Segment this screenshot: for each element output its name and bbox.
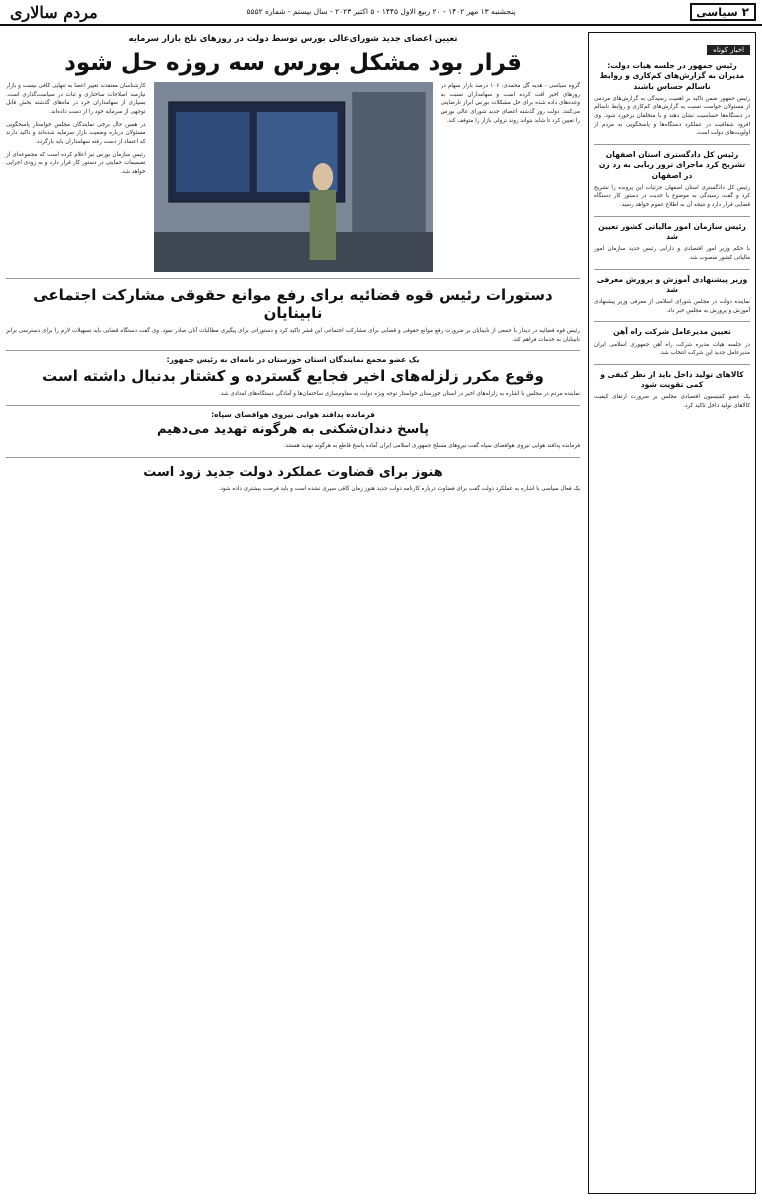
story-text: یک فعال سیاسی با اشاره به عملکرد دولت گفت برای قضاوت درباره کارنامه دولت جدید هنوز زمان کافی سپری نشده است و باید فرصت بیشتری داده شود.: [218, 485, 580, 492]
brief-title: تعیین مدیرعامل شرکت راه آهن: [613, 327, 731, 337]
lead-text: کارشناسان معتقدند تغییر اعضا به تنهایی کافی نیست و بازار نیازمند اصلاحات ساختاری و ثبات در سیاست‌گذاری است. بسیاری از سهامداران خرد در ماه‌های گذشته بخش قابل توجهی از سرمایه خود را از دست داده‌اند.: [6, 83, 146, 115]
lead-story: [6, 82, 580, 272]
divider: [594, 321, 750, 322]
brief-body: نماینده دولت در مجلس شورای اسلامی از معرفی وزیر پیشنهادی آموزش و پرورش به مجلس خبر داد.: [594, 299, 750, 314]
newspaper-logo: مردم سالاری: [10, 3, 98, 22]
brief-item: [594, 61, 750, 138]
brief-item: [594, 222, 750, 263]
bottom-stories: [6, 405, 580, 451]
section-badge: [690, 3, 756, 21]
section-name: سیاسی: [696, 5, 738, 19]
brief-item: [594, 275, 750, 316]
story-kicker: یک عضو مجمع نمایندگان استان خوزستان در نامه‌ای به رئیس جمهور:: [166, 355, 420, 365]
story-text: فرمانده پدافند هوایی نیروی هوافضای سپاه گفت نیروهای مسلح جمهوری اسلامی ایران آماده پاسخ قاطع به هرگونه تهدید هستند.: [283, 442, 580, 449]
story-text: رئیس قوه قضائیه در دیدار با جمعی از نابینایان بر ضرورت رفع موانع حقوقی و قضایی برای مشارکت اجتماعی این قشر تاکید کرد و دستوراتی برای پیگیری مطالبات آنان صادر نمود. وی گفت دستگاه قضایی باید تسهیلات لازم را برای دسترسی برابر نابینایان به خدمات فراهم کند.: [6, 328, 580, 343]
divider: [594, 216, 750, 217]
brief-item: [594, 327, 750, 358]
lead-column-3: [6, 82, 146, 272]
stock-market-photo: [154, 82, 433, 272]
page-header: [0, 0, 762, 26]
brief-body: در جلسه هیات مدیره شرکت راه آهن جمهوری اسلامی ایران مدیرعامل جدید این شرکت انتخاب شد.: [594, 341, 750, 357]
brief-body: یک عضو کمیسیون اقتصادی مجلس بر ضرورت ارتقای کیفیت کالاهای تولید داخل تاکید کرد.: [594, 394, 750, 410]
lead-column-1: [441, 82, 581, 272]
air-defense-story: [6, 410, 580, 451]
divider: [594, 364, 750, 365]
story-headline: هنوز برای قضاوت عملکرد دولت جدید زود است: [143, 464, 443, 480]
divider: [594, 144, 750, 145]
brief-item: [594, 370, 750, 411]
brief-title: رئیس جمهور در جلسه هیات دولت: مدیران به گزارش‌های کم‌کاری و روابط ناسالم حساس باشند: [599, 61, 745, 91]
sidebar-label: اخبار کوتاه: [707, 45, 750, 55]
brief-title: رئیس کل دادگستری استان اصفهان تشریح کرد ماجرای ترور ربایی به رد زن در اصفهان: [598, 150, 746, 180]
story-text: نماینده مردم در مجلس با اشاره به زلزله‌های اخیر در استان خوزستان خواستار توجه ویژه دولت به مقاوم‌سازی ساختمان‌ها و آمادگی دستگاه‌های امدادی شد.: [219, 391, 580, 398]
story-kicker: فرمانده پدافند هوایی نیروی هوافضای سپاه:: [211, 409, 375, 419]
story-headline: وقوع مکرر زلزله‌های اخیر فجایع گسترده و کشتار بدنبال داشته است: [42, 367, 544, 386]
brief-body: رئیس جمهور ضمن تاکید بر اهمیت رسیدگی به گزارش‌های مردمی از مسئولان خواست نسبت به گزارش‌های کم‌کاری و روابط ناسالم در دستگاه‌ها حساسیت نشان دهند و با متخلفان برخورد شود. وی افزود شفافیت در عملکرد دستگاه‌ها و پاسخگویی به مردم از اولویت‌های دولت است.: [594, 95, 750, 137]
government-story: [6, 457, 580, 494]
earthquake-story: [6, 350, 580, 399]
section-number: ۲: [741, 5, 749, 19]
lead-text: در همین حال برخی نمایندگان مجلس خواستار پاسخگویی مسئولان درباره وضعیت بازار سرمایه شده‌اند و تاکید دارند که اعتماد از دست رفته سهامداران باید بازگردد.: [6, 121, 146, 145]
brief-title: وزیر پیشنهادی آموزش و پرورش معرفی شد: [596, 274, 748, 294]
issue-meta: پنجشنبه ۱۳ مهر ۱۴۰۲ - ۲۰ ربیع الاول ۱۴۴۵ - ۵ اکتبر ۲۰۲۳ - سال بیستم - شماره ۵۵۵۲: [246, 7, 516, 16]
lead-headline: قرار بود مشکل بورس سه روزه حل شود: [64, 50, 522, 76]
news-brief-sidebar: [588, 32, 756, 1194]
brief-item: [594, 150, 750, 210]
brief-body: با حکم وزیر امور اقتصادی و دارایی رئیس جدید سازمان امور مالیاتی کشور منصوب شد.: [594, 246, 750, 261]
judiciary-story: [6, 278, 580, 344]
lead-photo-column: [154, 82, 433, 272]
lead-text: رئیس سازمان بورس نیز اعلام کرده است که مجموعه‌ای از تصمیمات حمایتی در دستور کار قرار دارد و به زودی اجرایی خواهد شد.: [6, 151, 146, 175]
story-headline: پاسخ دندان‌شکنی به هرگونه تهدید می‌دهیم: [156, 421, 430, 437]
brief-title: رئیس سازمان امور مالیاتی کشور تعیین شد: [598, 221, 746, 241]
stock-board-illustration: [154, 82, 433, 272]
brief-body: رئیس کل دادگستری استان اصفهان جزئیات این پرونده را تشریح کرد و گفت رسیدگی به موضوع با جدیت در دستور کار دستگاه قضایی قرار دارد و نتیجه آن به اطلاع عموم خواهد رسید.: [594, 184, 750, 209]
main-content: [6, 32, 580, 1194]
lead-text: گروه سیاسی - هدیه گل محمدی: ۱۰۶ درصد بازار سهام در روزهای اخیر افت کرده است و سهامداران نسبت به وعده‌های داده شده برای حل مشکلات بورس ابراز نارضایتی می‌کنند. دولت روز گذشته اعضای جدید شورای عالی بورس را تعیین کرد تا شاید بتواند روند نزولی بازار را متوقف کند.: [440, 83, 580, 124]
brief-title: کالاهای تولید داخل باید از نظر کیفی و کمی تقویت شود: [600, 369, 744, 390]
lead-kicker: تعیین اعضای جدید شورای‌عالی بورس توسط دولت در روزهای تلخ بازار سرمایه: [128, 34, 458, 44]
divider: [594, 269, 750, 270]
story-headline: دستورات رئیس قوه قضائیه برای رفع موانع حقوقی مشارکت اجتماعی نابینایان: [33, 286, 553, 322]
